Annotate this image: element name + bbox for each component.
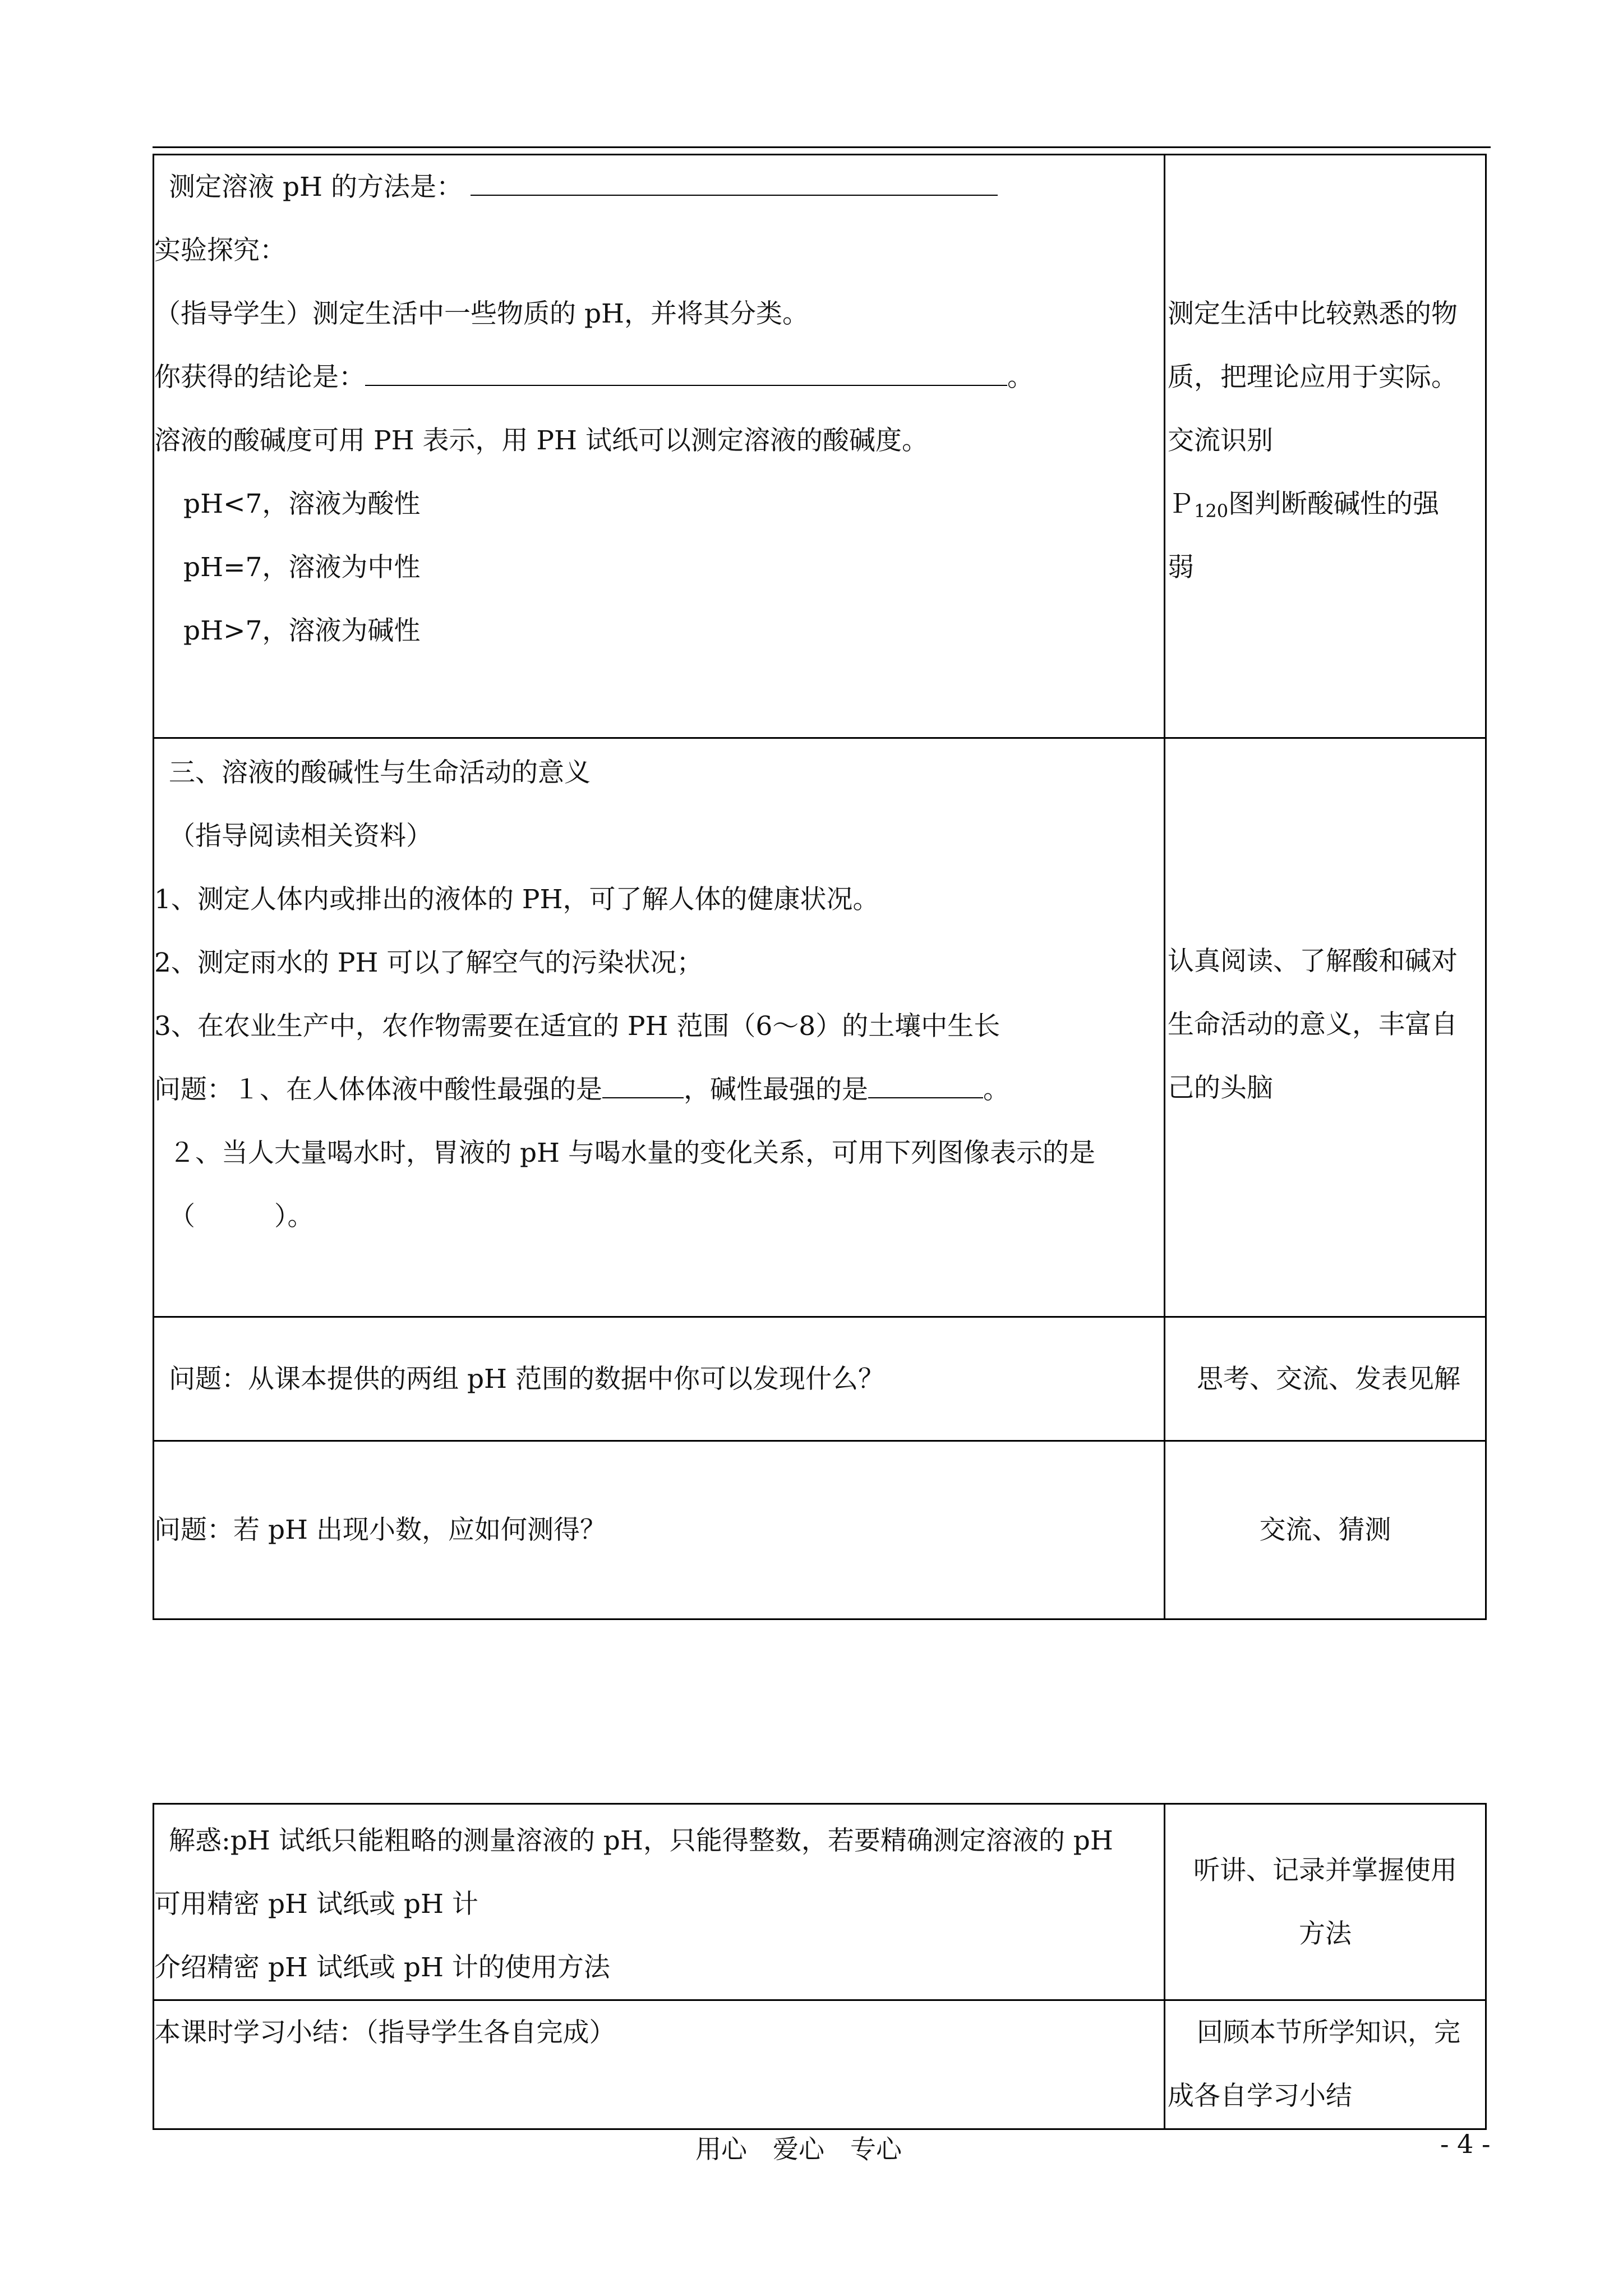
row-ph-method [154, 155, 1486, 738]
note-line: 弱 [1168, 552, 1194, 583]
question-text: 问题：从课本提供的两组 pH 范围的数据中你可以发现什么？ [169, 1363, 884, 1395]
row-life-activities [154, 738, 1486, 1317]
answer-blank [471, 170, 998, 196]
note-line: 方法 [1299, 1918, 1352, 1949]
row-question-ph-range [154, 1317, 1486, 1441]
note-line: 质，把理论应用于实际。 [1168, 362, 1458, 393]
experiment-instruction: （指导学生）测定生活中一些物质的 pH，并将其分类。 [154, 298, 809, 329]
conclusion-line: 你获得的结论是： 。 [154, 346, 1164, 409]
section-title: 三、溶液的酸碱性与生命活动的意义 [169, 757, 591, 788]
answer-blank [365, 360, 1007, 386]
explanation-line: 可用精密 pH 试纸或 pH 计 [154, 1889, 478, 1920]
explanation-line: 解惑:pH 试纸只能粗略的测量溶液的 pH，只能得整数，若要精确测定溶液的 pH [169, 1825, 1113, 1856]
question-text: 问题：若 pH 出现小数，应如何测得？ [154, 1515, 606, 1545]
cell-summary [154, 2000, 1165, 2129]
row-summary [154, 2000, 1486, 2129]
note-line: 成各自学习小结 [1168, 2081, 1352, 2111]
note-line: Ｐ$_{120}$图判断酸碱性的强 [1168, 489, 1440, 522]
note-line: 己的头脑 [1168, 1073, 1273, 1103]
note-line: 思考、交流、发表见解 [1197, 1363, 1460, 1395]
cell-question-decimal-notes [1165, 1441, 1486, 1619]
cell-explanation-notes [1165, 1804, 1486, 2000]
answer-blank [868, 1073, 983, 1098]
explanation-line: 介绍精密 pH 试纸或 pH 计的使用方法 [154, 1952, 610, 1983]
cell-question-decimal [154, 1441, 1165, 1619]
summary-text: 本课时学习小结：（指导学生各自完成） [154, 2017, 616, 2048]
page-number: - 4 - [1440, 2129, 1491, 2159]
note-line: 认真阅读、了解酸和碱对 [1168, 946, 1458, 977]
lesson-table-upper [153, 154, 1487, 1620]
ph-basic: pH>7，溶液为碱性 [183, 615, 421, 646]
cell-question-ph-range-notes [1165, 1317, 1486, 1441]
ph-acidic: pH<7，溶液为酸性 [183, 489, 421, 519]
question-2-answer: （ ）。 [169, 1201, 314, 1232]
answer-blank [602, 1073, 684, 1098]
question-2: ２、当人大量喝水时，胃液的 pH 与喝水量的变化关系，可用下列图像表示的是 [169, 1138, 1095, 1168]
list-item: 2、测定雨水的 PH 可以了解空气的污染状况； [154, 947, 703, 978]
cell-summary-notes [1165, 2000, 1486, 2129]
lesson-table-lower [153, 1803, 1487, 2130]
cell-question-ph-range [154, 1317, 1165, 1441]
ph-method-line: 测定溶液 pH 的方法是： [154, 155, 1164, 219]
header-rule [153, 146, 1491, 148]
note-line: 生命活动的意义，丰富自 [1168, 1009, 1458, 1040]
cell-explanation [154, 1804, 1165, 2000]
question-1: 问题：１、在人体体液中酸性最强的是 ，碱性最强的是 。 [154, 1058, 1164, 1121]
list-item: 3、在农业生产中，农作物需要在适宜的 PH 范围（6～8）的土壤中生长 [154, 1011, 1000, 1042]
cell-ph-method [154, 155, 1165, 738]
note-line: 听讲、记录并掌握使用 [1193, 1855, 1457, 1886]
cell-life-activities [154, 738, 1165, 1317]
cell-ph-method-notes [1165, 155, 1486, 738]
experiment-heading: 实验探究： [154, 235, 286, 266]
ph-neutral: pH=7，溶液为中性 [183, 552, 421, 583]
row-question-decimal [154, 1441, 1486, 1619]
reading-guide: （指导阅读相关资料） [169, 821, 432, 852]
cell-life-activities-notes [1165, 738, 1486, 1317]
note-line: 交流识别 [1168, 425, 1273, 456]
note-line: 回顾本节所学知识，完 [1197, 2017, 1460, 2048]
footer-motto: 用心 爱心 专心 [695, 2134, 902, 2164]
note-line: 测定生活中比较熟悉的物 [1168, 298, 1458, 329]
note-line: 交流、猜测 [1259, 1515, 1391, 1545]
list-item: 1、测定人体内或排出的液体的 PH，可了解人体的健康状况。 [154, 884, 879, 915]
acidity-statement: 溶液的酸碱度可用 PH 表示，用 PH 试纸可以测定溶液的酸碱度。 [154, 425, 928, 456]
row-explanation [154, 1804, 1486, 2000]
